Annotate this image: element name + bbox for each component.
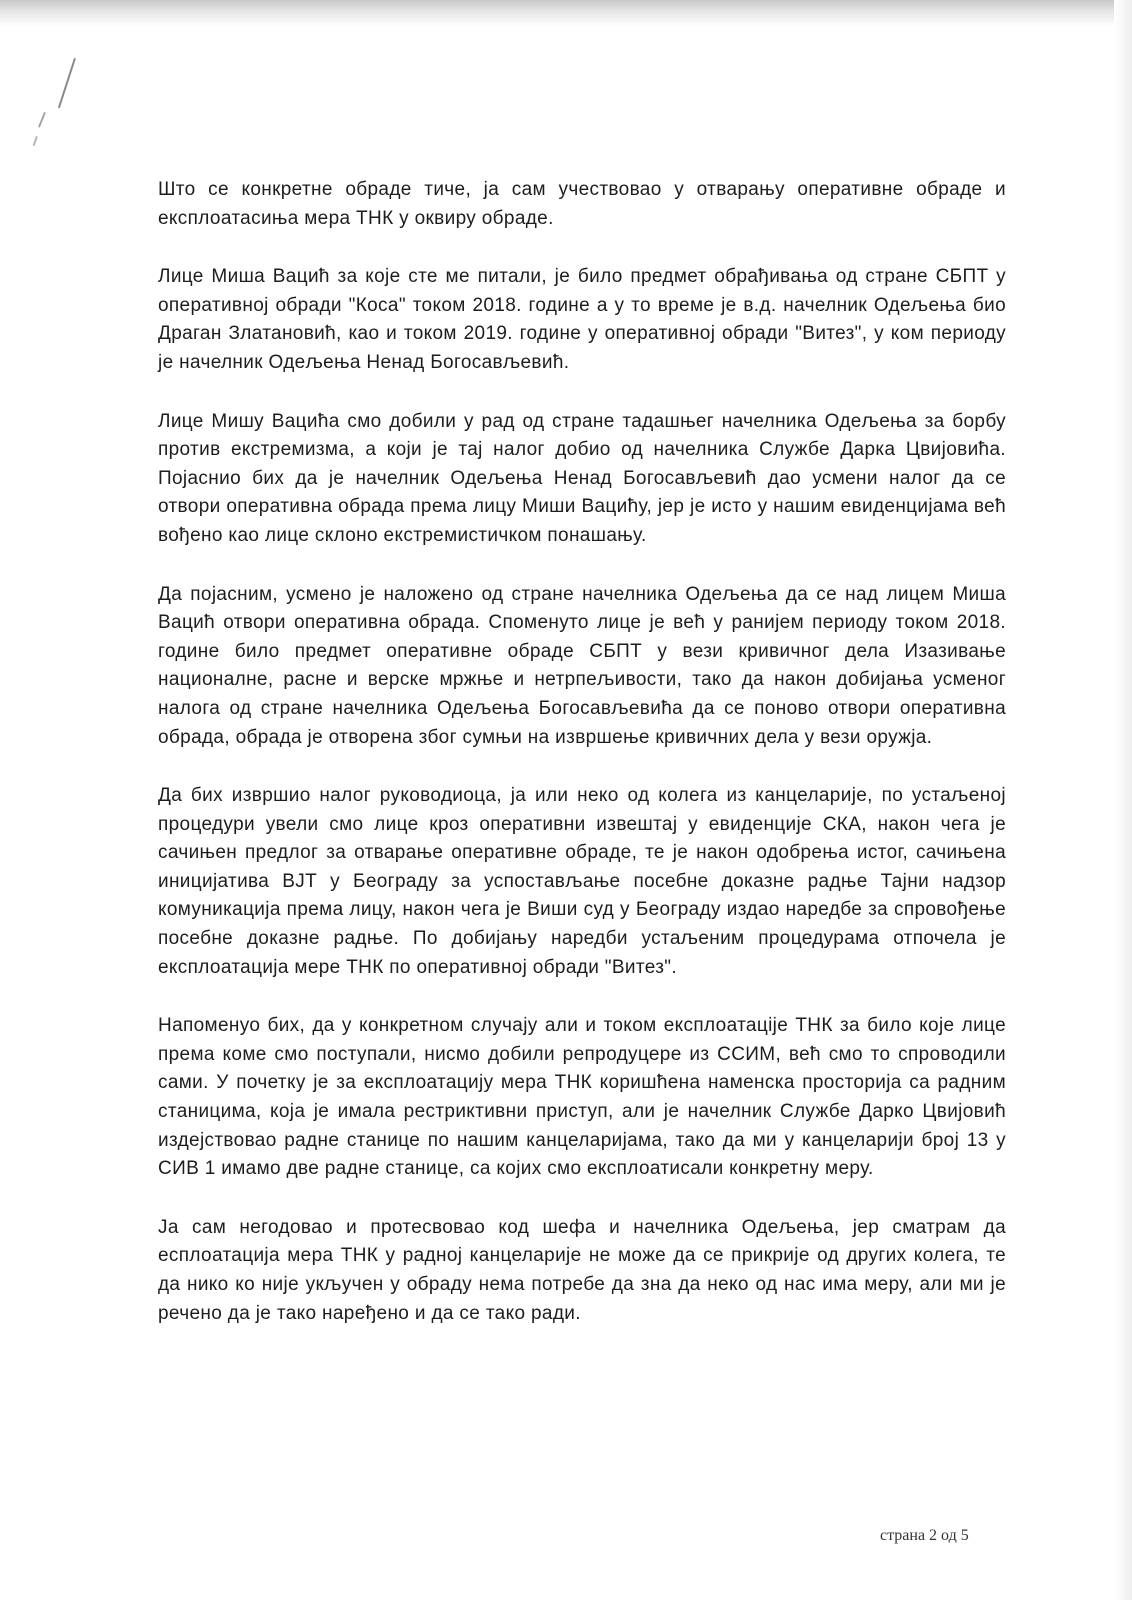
paragraph-2: Лице Миша Вацић за које сте ме питали, је било предмет обрађивања од стране СБПТ у оперативној обради "Коса" током 2018. године а у то време је в.д. начелник Одељења био Драган Златановић, као и током 2019. године у оперативној обради "Витез", у ком периоду је начелник Одељења Ненад Богосављевић. [158, 266, 1006, 373]
scan-top-shadow [0, 0, 1132, 26]
document-body [158, 176, 1006, 1358]
paragraph-4: Да појасним, усмено је наложено од стране начелника Одељења да се над лицем Миша Вацић отвори оперативна обрада. Споменуто лице је већ у ранијем периоду током 2018. године било предмет оперативне обраде СБПТ у вези кривичног дела Изазивање националне, расне и верске мржње и нетрпељивости, тако да након добијања усменог налога од стране начелника Одељења Богосављевића да се поново отвори оперативна обрада, обрада је отворена због сумњи на извршење кривичних дела у вези оружја. [158, 583, 1006, 748]
scan-right-edge [1114, 0, 1132, 1600]
scan-artifact-mark [58, 58, 75, 108]
scan-artifact-mark [33, 136, 38, 146]
paragraph-6: Напоменуо бих, да у конкретном случају али и током експлоатаціје ТНК за било које лице према коме смо поступали, нисмо добили репродуцере из ССИМ, већ смо то спроводили сами. У почетку је за експлоатацију мера ТНК коришћена наменска просторија са радним станицима, која је имала рестриктивни приступ, али је начелник Службе Дарко Цвијовић издејствовао радне станице по нашим канцеларијама, тако да ми у канцеларији број 13 у СИВ 1 имамо две радне станице, са којих смо експлоатисали конкретну меру. [158, 1015, 1006, 1180]
page-number-footer: страна 2 од 5 [880, 1527, 969, 1544]
scan-artifact-mark [38, 112, 45, 127]
paragraph-7: Ја сам негодовао и протесвовао код шефа и начелника Одељења, јер сматрам да есплоатација мера ТНК у радној канцеларије не може да се прикрије од других колега, те да нико ко није укључен у обраду нема потребе да зна да неко од нас има меру, али ми је речено да је тако наређено и да се тако ради. [158, 1216, 1006, 1324]
paragraph-5: Да бих извршио налог руководиоца, ја или неко од колега из канцеларије, по устаљеној процедури увели смо лице кроз оперативни извештај у евиденције СКА, након чега је сачињен предлог за отварање оперативне обраде, те је након одобрења истог, сачињена иницијатива ВЈТ у Београду за успостављање посебне доказне радње Тајни надзор комуникација према лицу, након чега је Виши суд у Београду издао наредбе за спровођење посебне доказне радње. По добијању наредби устаљеним процедурама отпочела је експлоатација мере ТНК по оперативној обради "Витез". [158, 785, 1006, 978]
paragraph-1: Што се конкретне обраде тиче, ја сам учествовао у отварању оперативне обраде и експлоатасиња мера ТНК у оквиру обраде. [158, 179, 1006, 229]
paragraph-3: Лице Мишу Вацића смо добили у рад од стране тадашњег начелника Одељења за борбу против екстремизма, а који је тај налог добио од начелника Службе Дарка Цвијовића. Појаснио бих да је начелник Одељења Ненад Богосављевић дао усмени налог да се отвори оперативна обрада према лицу Миши Вацићу, јер је исто у нашим евиденцијама већ вођено као лице склоно екстремистичком понашању. [158, 410, 1006, 546]
